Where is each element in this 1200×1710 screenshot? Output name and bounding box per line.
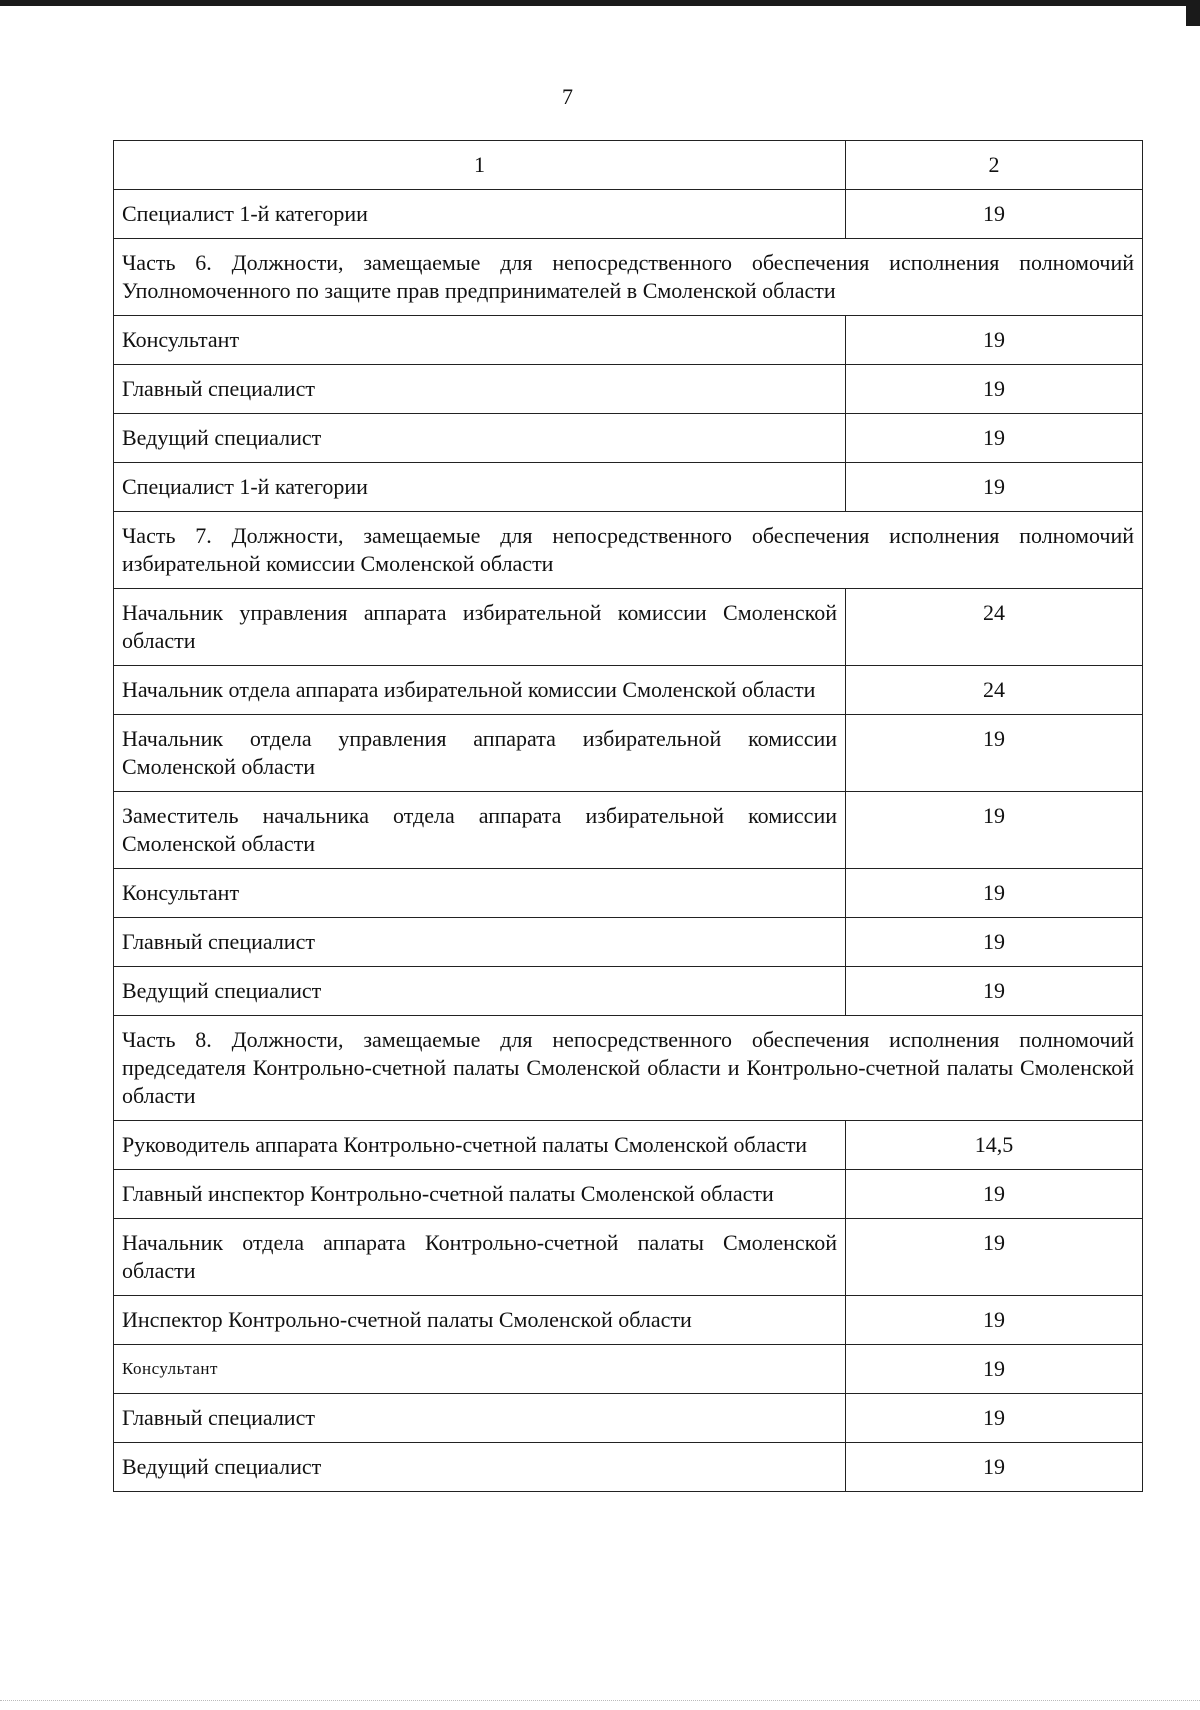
positions-table-body <box>114 141 1143 1492</box>
position-value-cell: 19 <box>846 1345 1143 1394</box>
position-name-cell: Специалист 1-й категории <box>114 190 846 239</box>
position-value-cell: 19 <box>846 1443 1143 1492</box>
page-number: 7 <box>562 84 573 109</box>
position-name-cell: Руководитель аппарата Контрольно-счетной палаты Смоленской области <box>114 1121 846 1170</box>
position-value-cell: 19 <box>846 1170 1143 1219</box>
section-title: Часть 7. Должности, замещаемые для непосредственного обеспечения исполнения полномочий избирательной комиссии Смоленской области <box>114 512 1143 589</box>
table-row <box>114 1121 1143 1170</box>
table-row <box>114 1443 1143 1492</box>
position-name-cell: Заместитель начальника отдела аппарата избирательной комиссии Смоленской области <box>114 792 846 869</box>
position-name-cell: Консультант <box>114 869 846 918</box>
table-row <box>114 589 1143 666</box>
position-name-cell: Главный специалист <box>114 1394 846 1443</box>
top-border-line <box>0 0 1200 6</box>
position-value-cell: 19 <box>846 316 1143 365</box>
position-name-cell: Инспектор Контрольно-счетной палаты Смоленской области <box>114 1296 846 1345</box>
table-row <box>114 190 1143 239</box>
table-row <box>114 666 1143 715</box>
position-value-cell: 19 <box>846 365 1143 414</box>
table-row <box>114 792 1143 869</box>
section-header-row <box>114 1016 1143 1121</box>
position-name-cell: Консультант <box>114 1345 846 1394</box>
column-header-1: 1 <box>114 141 846 190</box>
position-value-cell: 19 <box>846 715 1143 792</box>
section-title: Часть 8. Должности, замещаемые для непосредственного обеспечения исполнения полномочий председателя Контрольно-счетной палаты Смоленской области и Контрольно-счетной палаты Смоленской области <box>114 1016 1143 1121</box>
table-row <box>114 1219 1143 1296</box>
position-name-cell: Начальник отдела управления аппарата избирательной комиссии Смоленской области <box>114 715 846 792</box>
position-value-cell: 19 <box>846 190 1143 239</box>
table-row <box>114 869 1143 918</box>
section-header-row <box>114 512 1143 589</box>
table-row <box>114 967 1143 1016</box>
position-value-cell: 24 <box>846 589 1143 666</box>
position-name-cell: Главный инспектор Контрольно-счетной палаты Смоленской области <box>114 1170 846 1219</box>
position-value-cell: 19 <box>846 414 1143 463</box>
top-border-corner <box>1186 0 1200 26</box>
table-header-row <box>114 141 1143 190</box>
position-value-cell: 19 <box>846 1296 1143 1345</box>
table-row <box>114 463 1143 512</box>
position-name-cell: Начальник управления аппарата избирательной комиссии Смоленской области <box>114 589 846 666</box>
position-name-cell: Начальник отдела аппарата Контрольно-счетной палаты Смоленской области <box>114 1219 846 1296</box>
position-name-cell: Главный специалист <box>114 365 846 414</box>
section-header-row <box>114 239 1143 316</box>
position-value-cell: 19 <box>846 792 1143 869</box>
position-value-cell: 19 <box>846 1394 1143 1443</box>
table-row <box>114 918 1143 967</box>
position-name-cell: Специалист 1-й категории <box>114 463 846 512</box>
column-header-2: 2 <box>846 141 1143 190</box>
table-row <box>114 365 1143 414</box>
position-name-cell: Ведущий специалист <box>114 967 846 1016</box>
table-row <box>114 715 1143 792</box>
position-value-cell: 14,5 <box>846 1121 1143 1170</box>
position-value-cell: 19 <box>846 918 1143 967</box>
table-row <box>114 1170 1143 1219</box>
scan-edge-noise <box>0 1700 1200 1705</box>
position-name-cell: Ведущий специалист <box>114 1443 846 1492</box>
position-name-cell: Консультант <box>114 316 846 365</box>
position-value-cell: 19 <box>846 463 1143 512</box>
table-row <box>114 1394 1143 1443</box>
position-value-cell: 19 <box>846 967 1143 1016</box>
position-value-cell: 19 <box>846 869 1143 918</box>
position-value-cell: 19 <box>846 1219 1143 1296</box>
positions-table <box>113 140 1143 1492</box>
section-title: Часть 6. Должности, замещаемые для непосредственного обеспечения исполнения полномочий Уполномоченного по защите прав предпринимателей в Смоленской области <box>114 239 1143 316</box>
table-row <box>114 1345 1143 1394</box>
position-value-cell: 24 <box>846 666 1143 715</box>
table-row <box>114 1296 1143 1345</box>
table-row <box>114 316 1143 365</box>
position-name-cell: Начальник отдела аппарата избирательной комиссии Смоленской области <box>114 666 846 715</box>
table-row <box>114 414 1143 463</box>
position-name-cell: Ведущий специалист <box>114 414 846 463</box>
position-name-cell: Главный специалист <box>114 918 846 967</box>
